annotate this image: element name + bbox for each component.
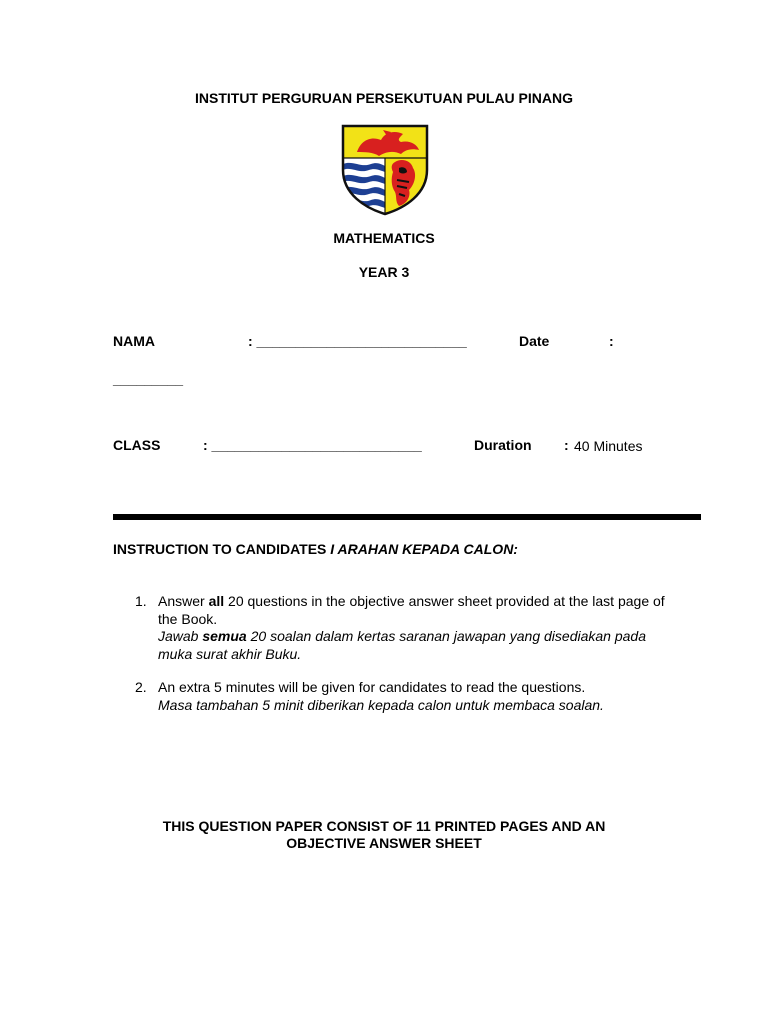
instruction-english: An extra 5 minutes will be given for candidates to read the questions. (158, 679, 586, 695)
instruction-number: 2. (135, 679, 147, 695)
class-field: : ___________________________ (203, 437, 422, 453)
duration-colon: : (564, 437, 569, 453)
instruction-item (113, 593, 673, 665)
instructions-heading-en: INSTRUCTION TO CANDIDATES (113, 541, 327, 557)
duration-label: Duration (474, 437, 532, 453)
instructions-heading-ms: I ARAHAN KEPADA CALON: (330, 541, 518, 557)
footer-line: OBJECTIVE ANSWER SHEET (286, 835, 482, 851)
section-divider (113, 514, 701, 520)
institution-crest-icon (339, 122, 431, 216)
instruction-number: 1. (135, 593, 147, 609)
year-label: YEAR 3 (358, 264, 410, 280)
name-label: NAMA (113, 333, 155, 349)
institution-title: INSTITUT PERGURUAN PERSEKUTUAN PULAU PINANG (194, 90, 573, 106)
subject-title: MATHEMATICS (333, 230, 435, 246)
name-field: : ___________________________ (248, 333, 467, 349)
duration-value: 40 Minutes (574, 438, 643, 454)
instruction-item (113, 679, 673, 719)
instruction-english: Answer all 20 questions in the objective answer sheet provided at the last page of the Book. (158, 593, 665, 627)
paper-info-footer (0, 818, 768, 852)
class-label: CLASS (113, 437, 161, 453)
date-field: _________ (113, 371, 184, 387)
instruction-malay: Masa tambahan 5 minit diberikan kepada calon untuk membaca soalan. (158, 696, 604, 713)
instruction-malay: Jawab semua 20 soalan dalam kertas saranan jawapan yang disediakan pada muka surat akhir Buku. (158, 628, 646, 662)
date-colon: : (609, 333, 614, 349)
footer-line: THIS QUESTION PAPER CONSIST OF 11 PRINTED PAGES AND AN (162, 818, 606, 834)
date-label: Date (519, 333, 550, 349)
instructions-heading (113, 541, 518, 557)
